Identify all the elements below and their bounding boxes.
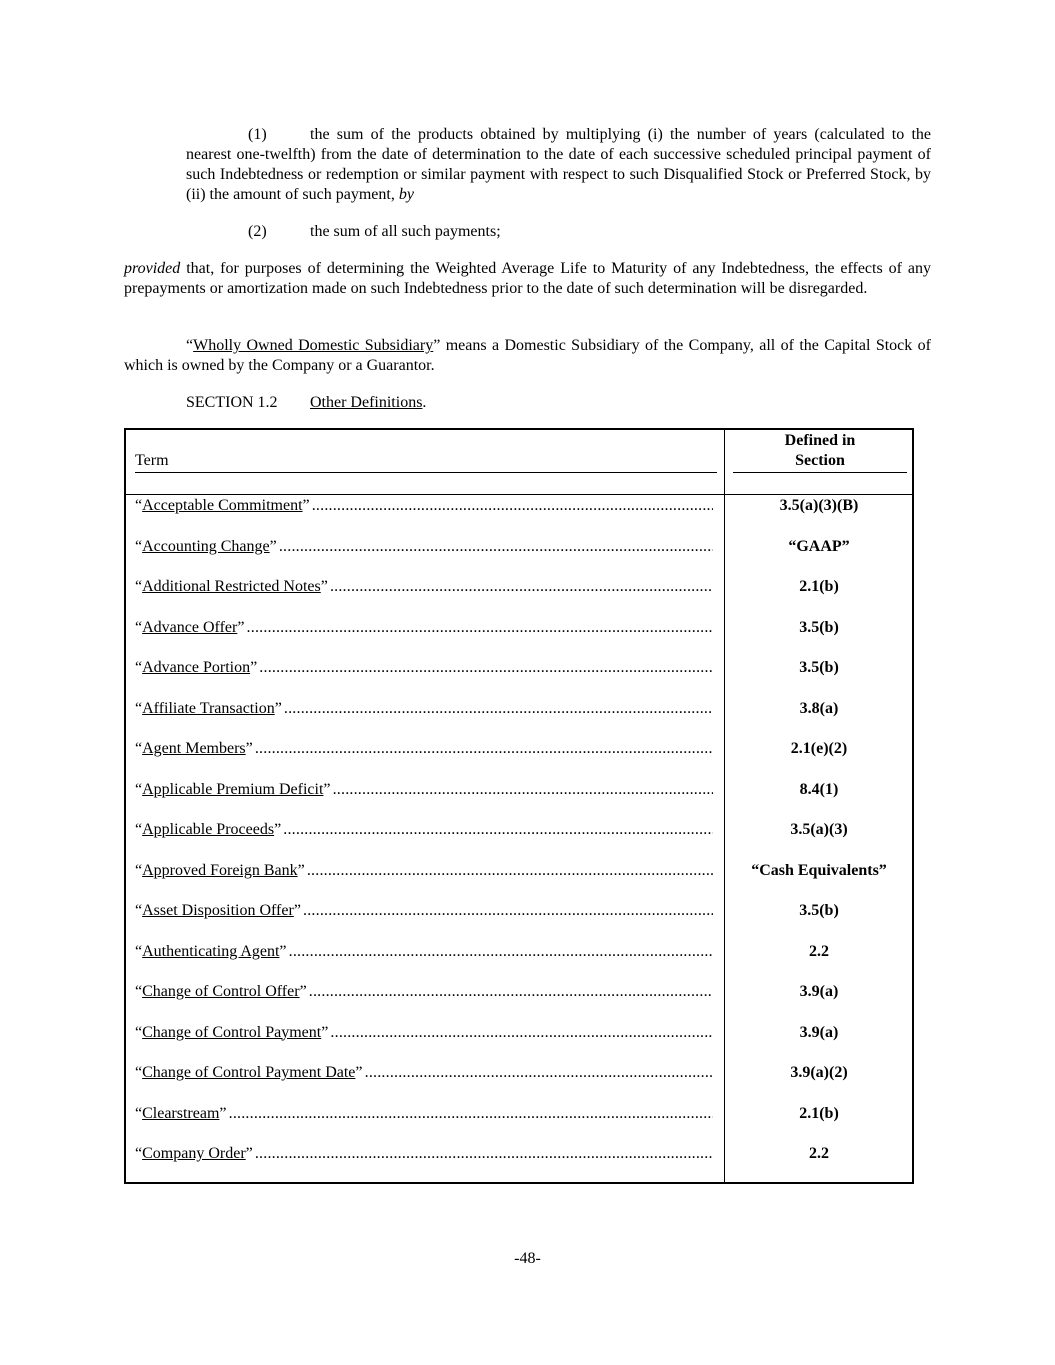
- term-label: Applicable Premium Deficit: [142, 780, 324, 798]
- term-cell: “Advance Offer” . . .: [135, 618, 713, 638]
- section-ref: 3.5(a)(3): [790, 821, 848, 838]
- table-row: [126, 1143, 912, 1184]
- term-cell: “Change of Control Payment Date” . . .: [135, 1063, 713, 1083]
- table-row: [126, 738, 912, 779]
- section-ref: 3.9(a)(2): [790, 1064, 848, 1081]
- section-ref: 3.5(b): [799, 618, 839, 636]
- definitions-table: [124, 428, 914, 1184]
- table-row: [126, 617, 912, 658]
- term-cell: “Change of Control Offer” . . .: [135, 982, 713, 1002]
- section-ref: 3.5(a)(3)(B): [779, 497, 859, 514]
- section-ref: 2.1(e)(2): [790, 740, 848, 757]
- term-cell: “Company Order” . . .: [135, 1144, 713, 1164]
- term-label: Affiliate Transaction: [142, 699, 275, 717]
- term-cell: “Change of Control Payment” . . .: [135, 1023, 713, 1043]
- section-ref: 3.8(a): [799, 699, 839, 717]
- term-cell: “Applicable Proceeds” . . .: [135, 820, 713, 840]
- clause-text: the sum of the products obtained by multiplying (i) the number of years (calculated to the nearest one-twelfth) from the date of determination to the date of each successive scheduled principal payment of such Indebtedness or redemption or similar payment with respect to such Disqualified Stock or Preferred Stock, by (ii) the amount of such payment,: [186, 126, 931, 203]
- clause-2: [186, 222, 931, 242]
- table-row: [126, 698, 912, 739]
- term-cell: “Agent Members” . . .: [135, 739, 713, 759]
- table-row: [126, 1103, 912, 1144]
- term-cell: “Clearstream” . . .: [135, 1104, 713, 1124]
- term-cell: “Asset Disposition Offer” . . .: [135, 901, 713, 921]
- table-row: [126, 657, 912, 698]
- proviso-lead: provided: [124, 260, 181, 277]
- clause-text: the sum of all such payments;: [310, 223, 501, 240]
- table-row: [126, 536, 912, 577]
- term-label: Applicable Proceeds: [142, 821, 275, 838]
- section-title: Other Definitions: [310, 394, 423, 411]
- section-ref: 2.1(b): [799, 578, 839, 595]
- term-label: Authenticating Agent: [142, 942, 280, 960]
- section-ref: 3.9(a): [799, 1023, 839, 1041]
- definition-paragraph: “Wholly Owned Domestic Subsidiary” means a Domestic Subsidiary of the Company, all of the Capital Stock of which is owned by the Company or a Guarantor.: [124, 337, 931, 374]
- table-row: [126, 941, 912, 982]
- term-cell: “Affiliate Transaction” . . .: [135, 699, 713, 719]
- section-column-header: [733, 431, 907, 473]
- table-body: [126, 495, 912, 1184]
- proviso-text: that, for purposes of determining the Weighted Average Life to Maturity of any Indebtedness, the effects of any prepayments or amortization made on such Indebtedness prior to the date of such determination will be disregarded.: [124, 260, 932, 297]
- section-ref: 3.5(b): [799, 902, 839, 919]
- table-row: [126, 779, 912, 820]
- term-label: Change of Control Payment: [142, 1023, 322, 1041]
- section-ref: “Cash Equivalents”: [751, 861, 887, 879]
- clause-number: (2): [248, 223, 267, 240]
- proviso-paragraph: [124, 259, 931, 299]
- clause-tail: by: [398, 186, 414, 203]
- term-label: Asset Disposition Offer: [142, 902, 294, 919]
- clause-1: [186, 125, 931, 205]
- section-header-line-2: Section: [795, 452, 845, 469]
- section-number: SECTION 1.2: [186, 394, 278, 411]
- table-row: [126, 981, 912, 1022]
- term-label: Change of Control Payment Date: [142, 1064, 356, 1081]
- table-row: [126, 1022, 912, 1063]
- term-cell: “Authenticating Agent” . . .: [135, 942, 713, 962]
- term-label: Change of Control Offer: [142, 983, 300, 1000]
- table-row: [126, 860, 912, 901]
- defined-term: Wholly Owned Domestic Subsidiary: [193, 337, 434, 354]
- term-label: Accounting Change: [142, 537, 270, 555]
- table-row: [126, 900, 912, 941]
- term-label: Company Order: [142, 1145, 246, 1162]
- term-cell: “Advance Portion” . . .: [135, 658, 713, 678]
- section-ref: 3.9(a): [799, 983, 839, 1000]
- section-ref: 2.1(b): [799, 1104, 839, 1122]
- term-cell: “Additional Restricted Notes” . . .: [135, 577, 713, 597]
- term-cell: “Applicable Premium Deficit” . . .: [135, 780, 713, 800]
- section-ref: “GAAP”: [788, 537, 850, 555]
- term-column-header: Term: [135, 451, 717, 473]
- clause-number: (1): [248, 126, 267, 143]
- term-label: Approved Foreign Bank: [142, 861, 298, 879]
- table-row: [126, 819, 912, 860]
- table-row: [126, 576, 912, 617]
- term-label: Advance Offer: [142, 618, 238, 636]
- definition-text: means a Domestic Subsidiary of the Company, all of the Capital Stock of which is owned by the Company or a Guarantor.: [124, 337, 931, 374]
- section-heading: SECTION 1.2 Other Definitions.: [186, 394, 427, 411]
- section-ref: 8.4(1): [799, 780, 839, 798]
- page-number: -48-: [514, 1250, 541, 1267]
- term-cell: “Acceptable Commitment” . . .: [135, 496, 713, 516]
- term-label: Additional Restricted Notes: [142, 578, 321, 595]
- term-label: Advance Portion: [142, 659, 251, 676]
- term-label: Acceptable Commitment: [142, 497, 303, 514]
- section-header-line-1: Defined in: [784, 432, 856, 449]
- term-cell: “Approved Foreign Bank” . . .: [135, 861, 713, 881]
- section-ref: 2.2: [809, 942, 829, 960]
- table-row: [126, 1062, 912, 1103]
- section-ref: 2.2: [809, 1145, 829, 1162]
- section-ref: 3.5(b): [799, 659, 839, 676]
- term-label: Agent Members: [142, 740, 246, 757]
- term-cell: “Accounting Change” . . .: [135, 537, 713, 557]
- table-row: [126, 495, 912, 536]
- term-label: Clearstream: [142, 1104, 220, 1122]
